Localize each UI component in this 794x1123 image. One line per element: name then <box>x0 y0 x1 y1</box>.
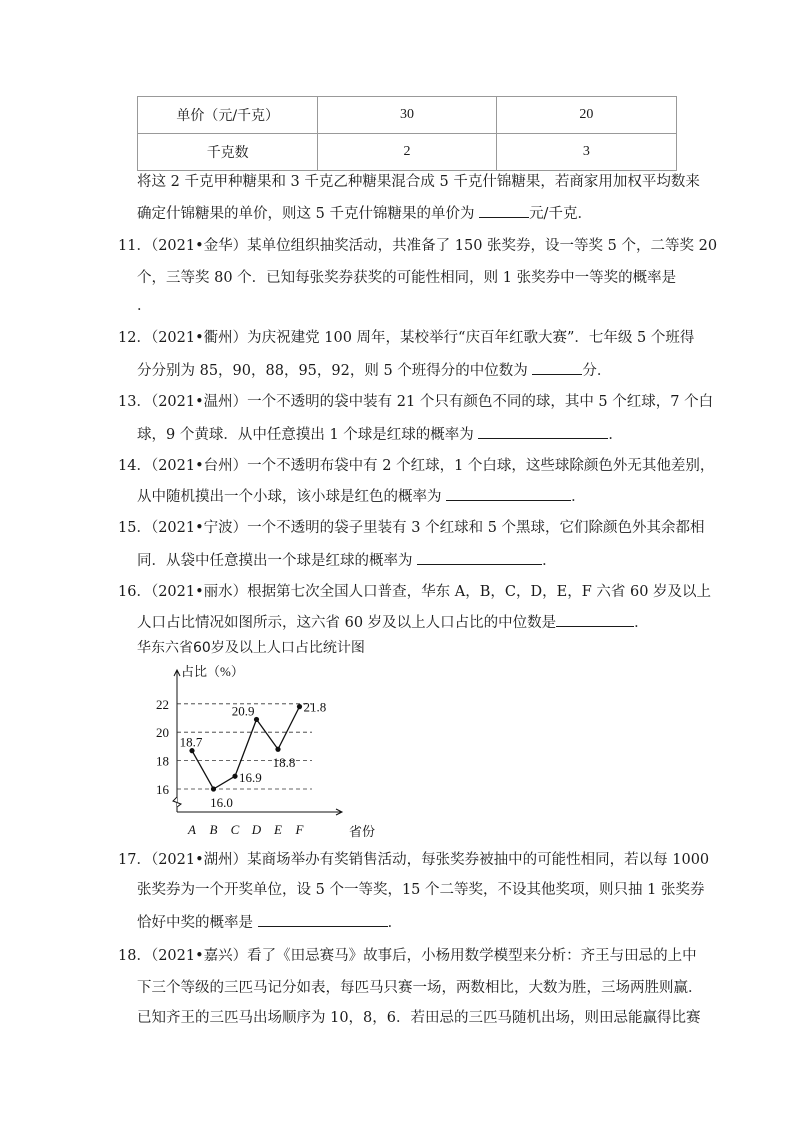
x-tick-label: D <box>251 822 262 837</box>
q10-line1: 将这 2 千克甲种糖果和 3 千克乙种糖果混合成 5 千克什锦糖果，若商家用加权平均数来 <box>137 174 700 190</box>
q15-line2-end: ． <box>542 553 557 569</box>
data-label: 21.8 <box>303 699 327 715</box>
y-tick-label: 18 <box>156 753 169 769</box>
q13-line2-text: 球，9 个黄球．从中任意摸出 1 个球是红球的概率为 <box>137 427 474 443</box>
q10-line2-unit: 元/千克． <box>529 206 592 222</box>
q13-line2-end: ． <box>608 427 623 443</box>
y-tick-label: 16 <box>156 782 169 797</box>
table-cell: 20 <box>496 97 676 134</box>
q17-line3 <box>137 912 402 933</box>
q15-line2-text: 同．从袋中任意摸出一个球是红球的概率为 <box>137 553 413 569</box>
q11-line2: 个，三等奖 80 个．已知每张奖券获奖的可能性相同，则 1 张奖券中一等奖的概率是 <box>137 270 677 286</box>
q10-line2-text: 确定什锦糖果的单价，则这 5 千克什锦糖果的单价为 <box>137 206 475 222</box>
q15-line2 <box>137 550 557 571</box>
answer-blank <box>532 360 582 375</box>
data-point <box>232 774 237 779</box>
q17-line1: 17．（2021•湖州）某商场举办有奖销售活动，每张奖券被抽中的可能性相同，若以每 1000 <box>118 852 710 868</box>
x-tick-label: C <box>230 822 240 837</box>
answer-blank <box>556 612 634 627</box>
data-label: 18.7 <box>179 734 203 750</box>
answer-blank <box>478 424 608 439</box>
q14-line2 <box>137 486 586 507</box>
x-tick-label: B <box>209 822 218 837</box>
line-chart <box>137 656 377 844</box>
q12-line1: 12．（2021•衢州）为庆祝建党 100 周年，某校举行“庆百年红歌大赛”．七年级 5 个班得 <box>118 330 695 346</box>
answer-blank <box>258 912 388 927</box>
y-tick-label: 20 <box>156 725 169 741</box>
table-cell: 单价（元/千克） <box>138 97 318 134</box>
price-table <box>137 96 677 171</box>
q14-line2-text: 从中随机摸出一个小球，该小球是红色的概率为 <box>137 489 442 505</box>
q10-line2 <box>137 203 592 224</box>
q18-line1: 18．（2021•嘉兴）看了《田忌赛马》故事后，小杨用数学模型来分析：齐王与田忌的上中 <box>118 948 697 964</box>
data-label: 16.9 <box>239 770 262 786</box>
data-label: 16.0 <box>210 795 233 810</box>
q16-line2 <box>137 612 649 633</box>
data-label: 20.9 <box>231 703 255 719</box>
q14-line1: 14．（2021•台州）一个不透明布袋中有 2 个红球，1 个白球，这些球除颜色外无其他差别， <box>118 458 715 474</box>
answer-blank <box>479 203 529 218</box>
q15-line1: 15．（2021•宁波）一个不透明的袋子里装有 3 个红球和 5 个黑球，它们除颜色外其余都相 <box>118 520 705 536</box>
q11-line3: ． <box>137 298 152 314</box>
x-tick-label: A <box>188 822 196 837</box>
table-cell: 千克数 <box>138 134 318 171</box>
y-tick-label: 22 <box>156 696 169 712</box>
x-axis-label: 省份 <box>349 824 376 839</box>
table-cell: 3 <box>496 134 676 171</box>
q13-line1: 13．（2021•温州）一个不透明的袋中装有 21 个只有颜色不同的球，其中 5 个红球，7 个白 <box>118 394 714 410</box>
chart-title: 华东六省60岁及以上人口占比统计图 <box>137 640 365 656</box>
data-point <box>275 747 280 752</box>
answer-blank <box>446 486 571 501</box>
answer-blank <box>417 550 542 565</box>
axis-break <box>173 797 181 807</box>
q12-line2-unit: 分． <box>582 363 612 379</box>
table-row <box>138 97 677 134</box>
chart-layer <box>156 664 375 839</box>
q12-line2 <box>137 360 611 381</box>
y-axis-label: 占比（%） <box>181 664 244 679</box>
q16-line1: 16．（2021•丽水）根据第七次全国人口普查，华东 A，B，C，D，E，F 六省 60 岁及以上 <box>118 584 712 600</box>
table-cell: 2 <box>318 134 496 171</box>
q17-line2: 张奖券为一个开奖单位，设 5 个一等奖，15 个二等奖，不设其他奖项，则只抽 1 张奖券 <box>137 882 705 898</box>
q17-line3-text: 恰好中奖的概率是 <box>137 915 253 931</box>
x-tick-label: F <box>295 822 304 837</box>
q18-line2: 下三个等级的三匹马记分如表，每匹马只赛一场，两数相比，大数为胜，三场两胜则赢． <box>137 980 703 996</box>
q16-line2-text: 人口占比情况如图所示，这六省 60 岁及以上人口占比的中位数是 <box>137 615 557 631</box>
q11-line1: 11．（2021•金华）某单位组织抽奖活动，共准备了 150 张奖券，设一等奖 5 个，二等奖 20 <box>118 238 718 254</box>
q14-line2-end: ． <box>571 489 586 505</box>
data-point <box>254 717 259 722</box>
q18-line3: 已知齐王的三匹马出场顺序为 10，8，6．若田忌的三匹马随机出场，则田忌能赢得比赛 <box>137 1010 701 1026</box>
q17-line3-end: ． <box>387 915 403 931</box>
table-row <box>138 134 677 171</box>
data-point <box>297 704 302 709</box>
data-label: 18.8 <box>272 755 296 771</box>
x-tick-label: E <box>274 822 282 837</box>
data-point <box>211 786 216 791</box>
q13-line2 <box>137 424 623 445</box>
table-cell: 30 <box>318 97 496 134</box>
q16-line2-end: ． <box>634 615 649 631</box>
q12-line2-text: 分分别为 85，90，88，95，92，则 5 个班得分的中位数为 <box>137 363 528 379</box>
